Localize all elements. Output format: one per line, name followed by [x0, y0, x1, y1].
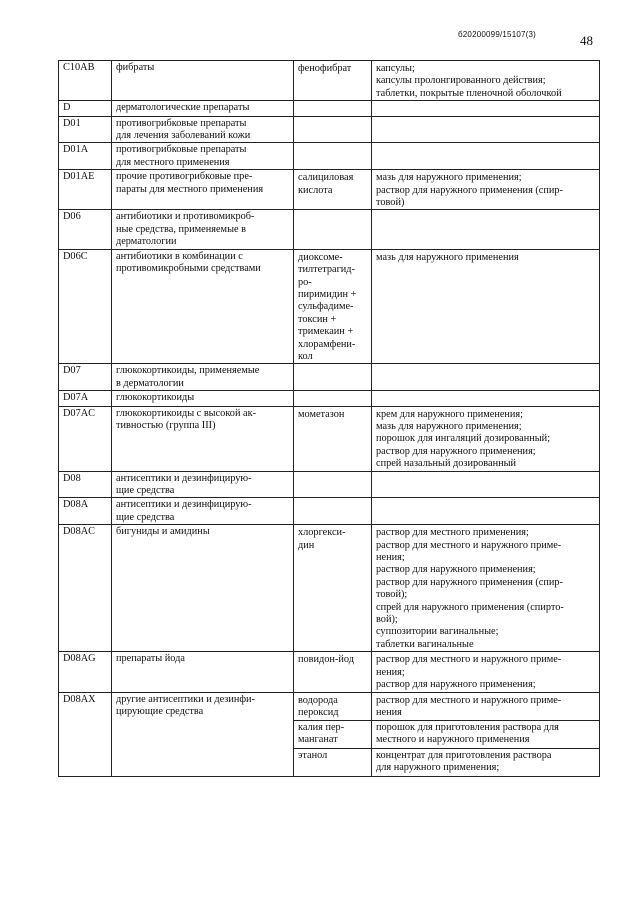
- substance-line: ро-: [298, 276, 312, 288]
- dosage-form-line: нения;: [376, 666, 405, 678]
- table-row: [59, 652, 600, 692]
- dosage-form-block: [372, 392, 599, 405]
- dosage-form-line: спрей для наружного применения (спирто-: [376, 601, 564, 613]
- substance-line: диоксоме-: [298, 251, 343, 263]
- group-name-line: антибиотики в комбинации с: [116, 250, 243, 262]
- dosage-form-line: товой): [376, 197, 405, 209]
- substance-block: [294, 251, 371, 364]
- atc-code-cell: D08AX: [59, 692, 112, 776]
- dosage-form-cell: [372, 170, 600, 210]
- drug-classification-table: [58, 60, 600, 777]
- group-name-line: противогрибковые препараты: [116, 144, 247, 156]
- dosage-form-cell: [372, 61, 600, 101]
- group-name-line: другие антисептики и дезинфи-: [116, 693, 255, 705]
- substance-line: дин: [298, 539, 315, 551]
- group-name-line: антисептики и дезинфицирую-: [116, 472, 252, 484]
- dosage-form-line: раствор для наружного применения;: [376, 445, 536, 457]
- dosage-form-line: спрей назальный дозированный: [376, 458, 517, 470]
- dosage-form-line: капсулы;: [376, 63, 415, 74]
- group-name-line: щие средства: [116, 485, 175, 496]
- group-name-line: противогрибковые препараты: [116, 117, 247, 129]
- page-number: 48: [580, 33, 593, 48]
- group-name-cell: [112, 652, 294, 692]
- dosage-form-line: раствор для местного применения;: [376, 527, 529, 539]
- dosage-form-line: местного и наружного применения: [376, 733, 530, 745]
- group-name-line: антисептики и дезинфицирую-: [116, 499, 252, 511]
- dosage-form-cell: [372, 210, 600, 249]
- dosage-form-block: [372, 720, 599, 748]
- substance-line: пиримидин +: [298, 288, 357, 300]
- dosage-form-line: раствор для местного и наружного приме-: [376, 654, 562, 666]
- substance-block: [294, 499, 371, 512]
- group-name-line: цирующие средства: [116, 705, 204, 717]
- substance-block: [294, 118, 371, 131]
- substance-block: [294, 365, 371, 378]
- substance-block: [294, 171, 371, 197]
- group-name-line: противомикробными средствами: [116, 263, 261, 275]
- table-row: [59, 471, 600, 498]
- substance-cell: [294, 143, 372, 170]
- dosage-form-block: [372, 102, 599, 115]
- substance-line: салициловая: [298, 172, 354, 184]
- atc-code-cell: D: [59, 101, 112, 116]
- dosage-form-cell: [372, 406, 600, 471]
- atc-code-cell: D01A: [59, 143, 112, 170]
- dosage-form-block: [372, 526, 599, 651]
- substance-block: [294, 526, 371, 552]
- table-row: [59, 116, 600, 143]
- dosage-form-cell: [372, 101, 600, 116]
- document-id: б20200099/15107(3): [458, 30, 537, 39]
- table-row: [59, 525, 600, 652]
- group-name-line: антибиотики и противомикроб-: [116, 211, 255, 223]
- dosage-form-line: порошок для ингаляций дозированный;: [376, 433, 551, 445]
- group-name-cell: [112, 471, 294, 498]
- dosage-form-line: раствор для наружного применения (спир-: [376, 184, 563, 196]
- group-name-line: в дерматологии: [116, 377, 184, 389]
- atc-code-cell: D06: [59, 210, 112, 249]
- group-name-line: параты для местного применения: [116, 183, 264, 195]
- substance-line: хлорамфени-: [298, 338, 356, 350]
- dosage-form-block: [372, 499, 599, 512]
- group-name-line: фибраты: [116, 62, 155, 73]
- substance-cell: [294, 170, 372, 210]
- substance-cell: [294, 652, 372, 692]
- dosage-form-cell: [372, 364, 600, 391]
- atc-code-cell: D07: [59, 364, 112, 391]
- substance-cell: [294, 249, 372, 364]
- substance-line: калия пер-: [298, 721, 345, 733]
- table-body: [59, 61, 600, 777]
- table-row: [59, 498, 600, 525]
- substance-block: [294, 62, 371, 75]
- group-name-line: прочие противогрибковые пре-: [116, 171, 253, 183]
- substance-cell: [294, 116, 372, 143]
- group-name-line: бигуниды и амидины: [116, 526, 210, 538]
- substance-block: [294, 392, 371, 405]
- group-name-line: ные средства, применяемые в: [116, 223, 246, 235]
- substance-line: кислота: [298, 184, 333, 196]
- dosage-form-line: таблетки вагинальные: [376, 638, 474, 650]
- substance-cell: [294, 210, 372, 249]
- table-row: [59, 391, 600, 406]
- substance-block: [294, 144, 371, 157]
- atc-code-cell: D08AG: [59, 652, 112, 692]
- substance-block: [294, 408, 371, 421]
- atc-code-cell: D01: [59, 116, 112, 143]
- dosage-form-cell: [372, 692, 600, 776]
- substance-line: пероксид: [298, 706, 339, 718]
- dosage-form-line: нения;: [376, 552, 405, 564]
- dosage-form-cell: [372, 525, 600, 652]
- dosage-form-cell: [372, 249, 600, 364]
- table-row: [59, 101, 600, 116]
- dosage-form-line: суппозитории вагинальные;: [376, 626, 499, 638]
- table-row: [59, 249, 600, 364]
- dosage-form-line: порошок для приготовления раствора для: [376, 721, 559, 733]
- atc-code-cell: D06C: [59, 249, 112, 364]
- dosage-form-line: для наружного применения;: [376, 761, 500, 773]
- atc-code-cell: D08AC: [59, 525, 112, 652]
- dosage-form-line: таблетки, покрытые пленочной оболочкой: [376, 87, 562, 99]
- substance-line: кол: [298, 350, 313, 362]
- substance-cell: [294, 101, 372, 116]
- dosage-form-line: мазь для наружного применения: [376, 251, 519, 263]
- substance-cell: [294, 471, 372, 498]
- dosage-form-line: концентрат для приготовления раствора: [376, 749, 552, 761]
- dosage-form-block: [372, 118, 599, 131]
- dosage-form-cell: [372, 652, 600, 692]
- dosage-form-line: мазь для наружного применения;: [376, 172, 522, 184]
- dosage-form-cell: [372, 116, 600, 143]
- group-name-line: для лечения заболеваний кожи: [116, 130, 251, 142]
- group-name-cell: [112, 210, 294, 249]
- dosage-form-block: [372, 408, 599, 471]
- dosage-form-cell: [372, 471, 600, 498]
- table-row: [59, 61, 600, 101]
- substance-line: токсин +: [298, 313, 337, 325]
- dosage-form-line: нения: [376, 706, 402, 718]
- substance-block: [294, 720, 371, 748]
- dosage-form-block: [372, 653, 599, 691]
- substance-line: сульфадиме-: [298, 301, 354, 313]
- substance-block: [294, 102, 371, 115]
- group-name-line: глюкокортикоиды, применяемые: [116, 365, 260, 377]
- substance-block: [294, 211, 371, 224]
- substance-block: [294, 653, 371, 666]
- atc-code-cell: C10AB: [59, 61, 112, 101]
- group-name-cell: [112, 406, 294, 471]
- dosage-form-line: раствор для местного и наружного приме-: [376, 694, 562, 706]
- dosage-form-line: вой);: [376, 614, 398, 626]
- dosage-form-block: [372, 144, 599, 157]
- dosage-form-line: крем для наружного применения;: [376, 408, 524, 420]
- dosage-form-line: товой);: [376, 589, 408, 601]
- group-name-line: дерматологические препараты: [116, 102, 250, 114]
- dosage-form-block: [372, 171, 599, 209]
- substance-cell: [294, 61, 372, 101]
- substance-cell: [294, 406, 372, 471]
- group-name-cell: [112, 143, 294, 170]
- substance-cell: [294, 498, 372, 525]
- dosage-form-block: [372, 62, 599, 100]
- dosage-form-line: раствор для местного и наружного приме-: [376, 539, 562, 551]
- table-row: [59, 170, 600, 210]
- group-name-line: глюкокортикоиды с высокой ак-: [116, 407, 257, 419]
- dosage-form-line: капсулы пролонгированного действия;: [376, 75, 546, 87]
- substance-line: повидон-йод: [298, 654, 354, 666]
- group-name-line: дерматологии: [116, 236, 177, 248]
- atc-code-cell: D08A: [59, 498, 112, 525]
- group-name-line: препараты йода: [116, 653, 185, 665]
- dosage-form-line: раствор для наружного применения;: [376, 679, 536, 691]
- substance-block: [294, 473, 371, 486]
- group-name-cell: [112, 364, 294, 391]
- dosage-form-block: [372, 694, 599, 720]
- atc-code-cell: D07AC: [59, 406, 112, 471]
- group-name-line: тивностью (группа III): [116, 419, 216, 431]
- dosage-form-cell: [372, 391, 600, 406]
- substance-line: тримекаин +: [298, 326, 354, 338]
- substance-line: манганат: [298, 733, 338, 745]
- substance-cell: [294, 525, 372, 652]
- group-name-cell: [112, 170, 294, 210]
- dosage-form-block: [372, 211, 599, 224]
- group-name-cell: [112, 101, 294, 116]
- group-name-cell: [112, 116, 294, 143]
- group-name-line: для местного применения: [116, 156, 230, 168]
- group-name-line: глюкокортикоиды: [116, 392, 195, 404]
- group-name-cell: [112, 391, 294, 406]
- table-row: [59, 406, 600, 471]
- group-name-cell: [112, 692, 294, 776]
- group-name-cell: [112, 249, 294, 364]
- group-name-line: щие средства: [116, 511, 175, 523]
- dosage-form-cell: [372, 498, 600, 525]
- group-name-cell: [112, 525, 294, 652]
- dosage-form-line: раствор для наружного применения;: [376, 564, 536, 576]
- atc-code-cell: D01AE: [59, 170, 112, 210]
- substance-cell: [294, 364, 372, 391]
- substance-line: этанол: [298, 749, 328, 761]
- substance-cell: [294, 692, 372, 776]
- table-row: [59, 364, 600, 391]
- group-name-cell: [112, 498, 294, 525]
- substance-block: [294, 748, 371, 776]
- substance-line: тилтетрагид-: [298, 264, 355, 276]
- dosage-form-line: раствор для наружного применения (спир-: [376, 576, 563, 588]
- table-row: [59, 210, 600, 249]
- dosage-form-block: [372, 251, 599, 264]
- dosage-form-cell: [372, 143, 600, 170]
- substance-cell: [294, 391, 372, 406]
- dosage-form-line: мазь для наружного применения;: [376, 420, 522, 432]
- group-name-cell: [112, 61, 294, 101]
- atc-code-cell: D07A: [59, 391, 112, 406]
- substance-line: фенофибрат: [298, 63, 352, 74]
- dosage-form-block: [372, 748, 599, 776]
- atc-code-cell: D08: [59, 471, 112, 498]
- substance-line: мометазон: [298, 408, 345, 420]
- substance-block: [294, 694, 371, 720]
- substance-line: водорода: [298, 694, 338, 706]
- table-row: [59, 143, 600, 170]
- table-row: [59, 692, 600, 776]
- dosage-form-block: [372, 365, 599, 378]
- dosage-form-block: [372, 473, 599, 486]
- substance-line: хлоргекси-: [298, 527, 346, 539]
